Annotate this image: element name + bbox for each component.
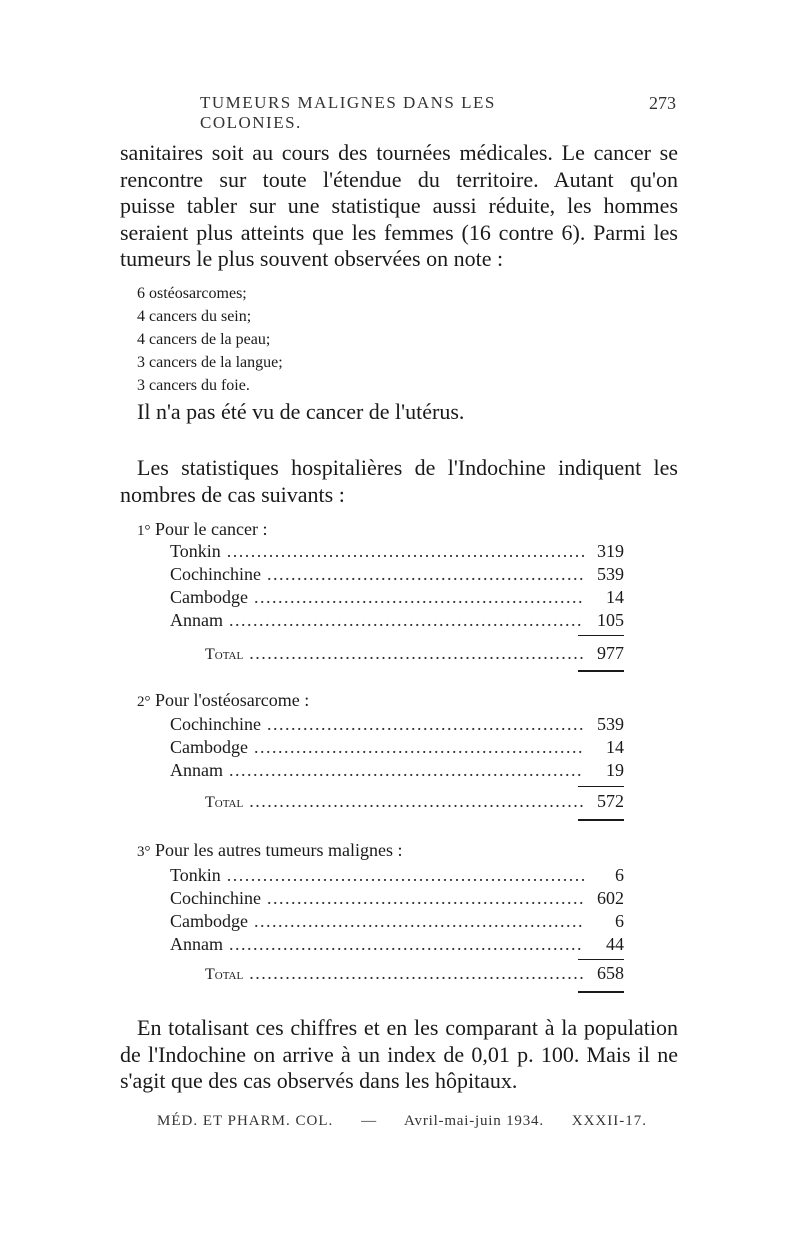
section-number: 3° [137,844,151,860]
table-row [170,865,624,889]
sum-rule [578,635,624,636]
table-row [170,564,624,588]
dot-leader [227,865,584,886]
text-line: En totalisant ces chiffres et en les comparant à la population [137,1015,678,1040]
list-item: 4 cancers de la peau; [137,331,271,348]
row-label: Cambodge [170,587,248,607]
total-label: Total [205,646,244,663]
row-value: 44 [606,934,624,954]
table-row [170,888,624,912]
text-line: Les statistiques hospitalières de l'Indochine indiquent les [137,455,678,480]
tumor-list [137,282,283,397]
row-label: Tonkin [170,541,221,561]
footer-signature: XXXII-17. [571,1113,647,1129]
total-row [205,643,624,667]
text-line: seraient plus atteints que les femmes (16 contre 6). Parmi les [120,219,678,245]
row-value: 14 [606,587,624,607]
dot-leader [249,643,584,664]
total-value: 658 [597,963,624,983]
row-value: 6 [615,911,624,931]
text-line: sanitaires soit au cours des tournées médicales. Le cancer se [120,140,678,165]
sum-rule [578,959,624,960]
running-header: TUMEURS MALIGNES DANS LES COLONIES. [200,93,496,132]
dot-leader [229,760,584,781]
dot-leader [249,963,584,984]
section-heading: Pour les autres tumeurs malignes : [155,840,403,860]
no-uterus-sentence [137,399,464,426]
page-footer [157,1113,647,1130]
section-heading: Pour le cancer : [155,519,268,539]
row-label: Cochinchine [170,564,261,584]
page-number: 273 [649,93,676,113]
total-row [205,963,624,987]
section-heading: Pour l'ostéosarcome : [155,690,310,710]
section-title [137,840,402,861]
footer-date: Avril-mai-juin 1934. [404,1113,544,1129]
row-value: 19 [606,760,624,780]
conclusion-paragraph [120,1015,678,1095]
dot-leader [249,791,584,812]
text-line: Il n'a pas été vu de cancer de l'utérus. [137,399,465,424]
section-number: 1° [137,523,151,539]
footer-journal: MÉD. ET PHARM. COL. [157,1113,334,1129]
row-value: 14 [606,737,624,757]
sum-rule [578,786,624,787]
row-value: 319 [597,541,624,561]
row-value: 539 [597,564,624,584]
total-rule [578,670,624,672]
list-item: 6 ostéosarcomes; [137,285,247,302]
list-item: 3 cancers de la langue; [137,354,283,371]
total-value: 977 [597,643,624,663]
dot-leader [229,610,584,631]
stats-intro-paragraph [120,455,678,508]
dot-leader [254,737,584,758]
text-line: nombres de cas suivants : [120,481,345,507]
row-value: 602 [597,888,624,908]
row-label: Annam [170,610,223,630]
row-label: Cambodge [170,911,248,931]
text-line: puisse tabler sur une statistique aussi réduite, les hommes [120,193,678,218]
total-value: 572 [597,791,624,811]
table-row [170,610,624,634]
table-row [170,714,624,738]
table-row [170,760,624,784]
footer-dash: — [361,1113,377,1129]
dot-leader [267,888,584,909]
dot-leader [227,541,584,562]
dot-leader [267,564,584,585]
list-item: 4 cancers du sein; [137,308,252,325]
dot-leader [267,714,584,735]
total-label: Total [205,794,244,811]
row-label: Cochinchine [170,888,261,908]
row-label: Annam [170,934,223,954]
table-row [170,737,624,761]
text-line: de l'Indochine on arrive à un index de 0,01 p. 100. Mais il ne [120,1041,678,1067]
total-label: Total [205,966,244,983]
text-line: tumeurs le plus souvent observées on note : [120,246,504,271]
total-row [205,791,624,815]
total-rule [578,991,624,993]
table-row [170,587,624,611]
table-row [170,911,624,935]
row-value: 539 [597,714,624,734]
text-line: s'agit que des cas observés dans les hôpitaux. [120,1068,518,1093]
row-label: Annam [170,760,223,780]
dot-leader [254,587,584,608]
text-line: rencontre sur toute l'étendue du territoire. Autant qu'on [120,166,678,192]
dot-leader [254,911,584,932]
table-row [170,934,624,958]
row-label: Cambodge [170,737,248,757]
row-label: Cochinchine [170,714,261,734]
row-value: 105 [597,610,624,630]
section-number: 2° [137,694,151,710]
row-label: Tonkin [170,865,221,885]
dot-leader [229,934,584,955]
row-value: 6 [615,865,624,885]
table-row [170,541,624,565]
list-item: 3 cancers du foie. [137,377,250,394]
section-title [137,690,309,711]
section-title [137,519,267,540]
intro-paragraph [120,140,678,273]
total-rule [578,819,624,821]
